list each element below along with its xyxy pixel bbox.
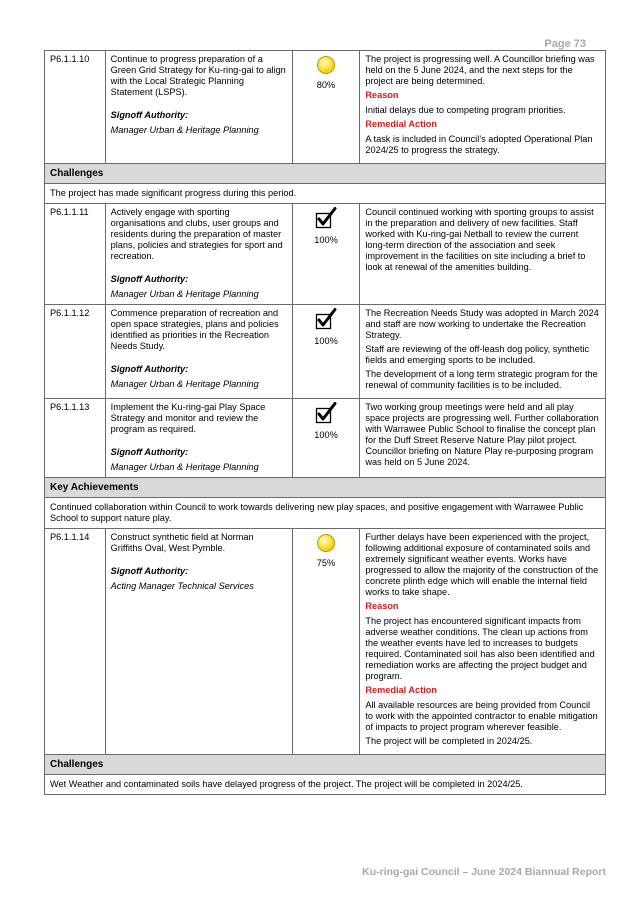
remedial-action-text: A task is included in Council’s adopted Operational Plan 2024/25 to progress the strategy.	[365, 134, 593, 155]
comment-text: Staff are reviewing of the off-leash dog policy, synthetic fields and emerging sports to be included.	[365, 344, 590, 365]
comment-text: Council continued working with sporting groups to assist in the preparation and delivery of new facilities. Staff worked with Ku-ring-gai Netball to review the current long-term direction of the association and seek improvement in the facilities on site including a brief to look at renewal of the amenities building.	[365, 207, 594, 272]
percent-complete: 100%	[314, 336, 338, 346]
table-row	[45, 51, 606, 164]
comment-text: Two working group meetings were held and all play space projects are progressing well. Further collaboration with Warrawee Public School to finalise the concept plan for the Duff Street Reserve Nature Play pilot project. Councillor briefing on Nature Play re-purposing program was held on 5 June 2024.	[365, 402, 599, 467]
action-description-cell	[105, 529, 292, 755]
signoff-label: Signoff Authority:	[110, 566, 189, 576]
signoff-label: Signoff Authority:	[110, 274, 189, 284]
signoff-label: Signoff Authority:	[110, 110, 189, 120]
action-description-cell	[105, 51, 292, 164]
percent-complete: 100%	[314, 430, 338, 440]
reason-text: Initial delays due to competing program priorities.	[365, 105, 566, 115]
section-heading: Challenges	[45, 164, 606, 184]
action-id: P6.1.1.12	[45, 305, 106, 399]
section-text: Continued collaboration within Council to work towards delivering new play spaces, and positive engagement with Warrawee Public School to support nature play.	[45, 498, 606, 529]
section-text-row	[45, 775, 606, 795]
status-cell	[292, 399, 360, 478]
section-heading: Challenges	[45, 755, 606, 775]
signoff-authority: Manager Urban & Heritage Planning	[110, 125, 259, 135]
comment-cell	[360, 399, 606, 478]
checkmark-icon	[315, 207, 337, 229]
percent-complete: 80%	[316, 80, 336, 90]
status-cell	[292, 204, 360, 305]
action-description-cell	[105, 305, 292, 399]
signoff-authority: Manager Urban & Heritage Planning	[110, 462, 259, 472]
sun-icon	[317, 534, 335, 552]
action-id: P6.1.1.11	[45, 204, 106, 305]
comment-text: The project is progressing well. A Councillor briefing was held on the 5 June 2024, and the next steps for the project are being determined.	[365, 54, 595, 86]
status-cell	[292, 529, 360, 755]
action-id: P6.1.1.14	[45, 529, 106, 755]
table-row	[45, 399, 606, 478]
section-text: Wet Weather and contaminated soils have delayed progress of the project. The project will be completed in 2024/25.	[45, 775, 606, 795]
comment-cell	[360, 305, 606, 399]
reason-text: The project has encountered significant impacts from adverse weather conditions. The clean up actions from the weather events have led to increases to budgets required. Contaminated soil has also been identified and remediation works are affecting the project budget and program.	[365, 616, 595, 681]
percent-complete: 100%	[314, 235, 338, 245]
action-description: Implement the Ku-ring-gai Play Space Strategy and monitor and review the program as required.	[110, 402, 266, 434]
remedial-action-heading: Remedial Action	[365, 685, 438, 695]
signoff-label: Signoff Authority:	[110, 447, 189, 457]
section-text-row	[45, 498, 606, 529]
reason-heading: Reason	[365, 601, 399, 611]
comment-cell	[360, 51, 606, 164]
status-cell	[292, 305, 360, 399]
signoff-authority: Acting Manager Technical Services	[110, 581, 254, 591]
comment-cell	[360, 529, 606, 755]
comment-cell	[360, 204, 606, 305]
action-description-cell	[105, 399, 292, 478]
action-id: P6.1.1.13	[45, 399, 106, 478]
table-row	[45, 305, 606, 399]
action-id: P6.1.1.10	[45, 51, 106, 164]
comment-text: The Recreation Needs Study was adopted in March 2024 and staff are now working to undertake the Recreation Strategy.	[365, 308, 599, 340]
comment-text: Further delays have been experienced with the project, following additional exposure of contaminated soils and extremely significant weather events. Works have progressed to allow the majority of the construction of the concrete plinth edge which will enable the internal field works to take shape.	[365, 532, 599, 597]
action-description: Commence preparation of recreation and open space strategies, plans and policies identified as priorities in the Recreation Needs Study.	[110, 308, 279, 351]
sun-icon	[317, 56, 335, 74]
status-cell	[292, 51, 360, 164]
section-heading-row	[45, 164, 606, 184]
action-description-cell	[105, 204, 292, 305]
progress-report-table	[44, 50, 606, 795]
remedial-action-heading: Remedial Action	[365, 119, 438, 129]
percent-complete: 75%	[316, 558, 336, 568]
table-row	[45, 204, 606, 305]
action-description: Construct synthetic field at Norman Griffiths Oval, West Pymble.	[110, 532, 254, 553]
section-text-row	[45, 184, 606, 204]
remedial-action-text: The project will be completed in 2024/25.	[365, 736, 533, 746]
comment-text: The development of a long term strategic program for the renewal of community facilities is to be included.	[365, 369, 598, 390]
signoff-label: Signoff Authority:	[110, 364, 189, 374]
signoff-authority: Manager Urban & Heritage Planning	[110, 379, 259, 389]
section-heading-row	[45, 755, 606, 775]
signoff-authority: Manager Urban & Heritage Planning	[110, 289, 259, 299]
page-number: Page 73	[544, 38, 586, 50]
section-heading-row	[45, 478, 606, 498]
report-footer: Ku-ring-gai Council – June 2024 Biannual Report	[362, 866, 606, 878]
action-description: Actively engage with sporting organisations and clubs, user groups and residents during the preparation of master plans, policies and strategies for sport and recreation.	[110, 207, 283, 261]
table-row	[45, 529, 606, 755]
checkmark-icon	[315, 308, 337, 330]
action-description: Continue to progress preparation of a Green Grid Strategy for Ku-ring-gai to align with the Local Strategic Planning Statement (LSPS).	[110, 54, 286, 97]
checkmark-icon	[315, 402, 337, 424]
remedial-action-text: All available resources are being provided from Council to work with the appointed contractor to enable mitigation of impacts to project program wherever feasible.	[365, 700, 598, 732]
section-heading: Key Achievements	[45, 478, 606, 498]
section-text: The project has made significant progress during this period.	[45, 184, 606, 204]
reason-heading: Reason	[365, 90, 399, 100]
